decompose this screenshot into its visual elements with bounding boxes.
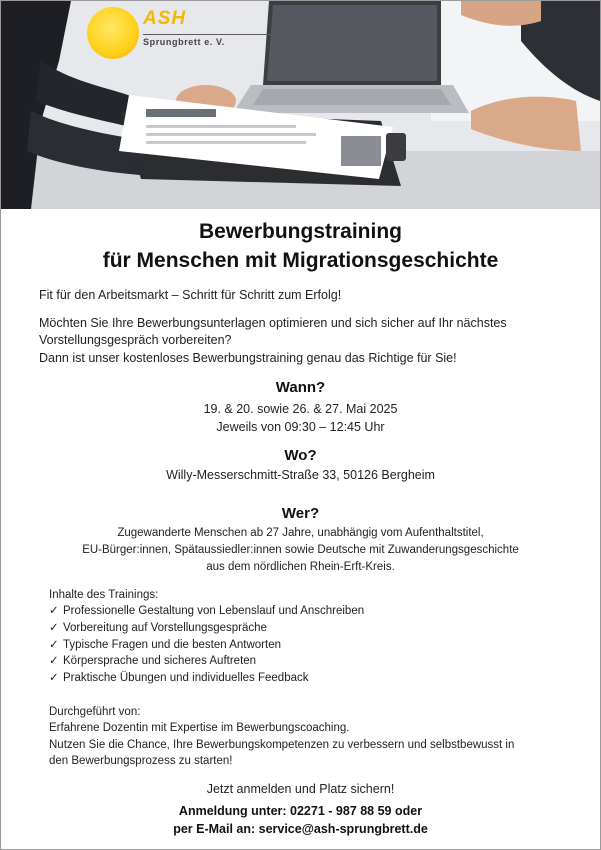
contents-item [49, 637, 569, 654]
logo-divider [143, 34, 271, 35]
ash-logo [85, 7, 275, 63]
intro-question-line2: Vorstellungsgespräch vorbereiten? [39, 333, 232, 347]
where-heading: Wo? [284, 447, 317, 464]
contents-item-label: Professionelle Gestaltung von Lebenslauf und Anschreiben [63, 605, 365, 617]
where-address: Willy-Messerschmitt-Straße 33, 50126 Bergheim [166, 468, 435, 482]
logo-subtitle: Sprungbrett e. V. [143, 37, 225, 47]
intro-question-line1: Möchten Sie Ihre Bewerbungsunterlagen optimieren und sich sicher auf Ihr nächstes [39, 316, 507, 330]
who-line1: Zugewanderte Menschen ab 27 Jahre, unabhängig vom Aufenthaltstitel, [117, 527, 484, 539]
check-icon: ✓ [49, 622, 59, 634]
when-heading: Wann? [275, 379, 326, 396]
who-line3: aus dem nördlichen Rhein-Erft-Kreis. [206, 561, 395, 573]
conducted-line1: Erfahrene Dozentin mit Expertise im Bewerbungscoaching. [49, 722, 350, 734]
when-dates: 19. & 20. sowie 26. & 27. Mai 2025 [203, 402, 398, 416]
check-icon: ✓ [49, 672, 59, 684]
contents-item [49, 653, 569, 670]
contact-phone: Anmeldung unter: 02271 - 987 88 59 oder [178, 804, 423, 818]
logo-name: ASH [143, 8, 187, 29]
sun-logo-icon [87, 7, 139, 59]
contents-item-label: Praktische Übungen und individuelles Feedback [63, 672, 309, 684]
contents-item [49, 603, 569, 620]
intro-offer: Dann ist unser kostenloses Bewerbungstraining genau das Richtige für Sie! [39, 351, 457, 365]
check-icon: ✓ [49, 605, 59, 617]
contents-heading: Inhalte des Trainings: [49, 589, 159, 601]
conducted-line3: den Bewerbungsprozess zu starten! [49, 755, 233, 767]
conducted-line2: Nutzen Sie die Chance, Ihre Bewerbungskompetenzen zu verbessern und selbstbewusst in [49, 739, 515, 751]
contact-email: per E-Mail an: service@ash-sprungbrett.de [173, 822, 428, 836]
page-title-line1: Bewerbungstraining [198, 220, 403, 243]
who-line2: EU-Bürger:innen, Spätaussiedler:innen sowie Deutsche mit Zuwanderungsgeschichte [82, 544, 519, 556]
page-title-line2: für Menschen mit Migrationsgeschichte [102, 249, 499, 272]
when-times: Jeweils von 09:30 – 12:45 Uhr [216, 420, 385, 434]
contents-item-label: Vorbereitung auf Vorstellungsgespräche [63, 622, 267, 634]
contents-item [49, 670, 569, 687]
header-photo [1, 1, 600, 209]
contents-item-label: Körpersprache und sicheres Auftreten [63, 655, 257, 667]
who-heading: Wer? [281, 505, 320, 522]
check-icon: ✓ [49, 655, 59, 667]
contents-item-label: Typische Fragen und die besten Antworten [63, 639, 282, 651]
conducted-heading: Durchgeführt von: [49, 706, 141, 718]
intro-tagline: Fit für den Arbeitsmarkt – Schritt für Schritt zum Erfolg! [39, 288, 342, 302]
call-to-action: Jetzt anmelden und Platz sichern! [206, 782, 395, 796]
check-icon: ✓ [49, 639, 59, 651]
contents-item [49, 620, 569, 637]
